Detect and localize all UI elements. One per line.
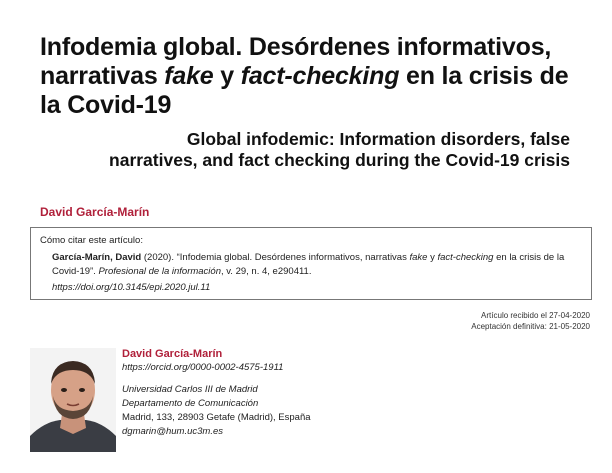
author-department: Departamento de Comunicación xyxy=(122,398,259,409)
author-university: Universidad Carlos III de Madrid xyxy=(122,384,258,395)
article-subtitle: Global infodemic: Information disorders, false narratives, and fact checking during the Covid-19 crisis xyxy=(109,129,570,170)
author-email[interactable]: dgmarin@hum.uc3m.es xyxy=(122,426,223,437)
citation-author: García-Marín, David xyxy=(52,252,142,263)
citation-text-2: y xyxy=(427,252,438,263)
received-date: Artículo recibido el 27-04-2020 xyxy=(481,311,590,320)
title-fact-checking: fact-checking xyxy=(240,62,400,90)
title-text-2: y xyxy=(213,62,241,90)
title-text-1: Infodemia global. Desórdenes informativos, narrativas xyxy=(40,33,552,90)
author-address: Madrid, 133, 28903 Getafe (Madrid), España xyxy=(122,412,311,423)
accepted-date: Aceptación definitiva: 21-05-2020 xyxy=(471,322,590,331)
orcid-link[interactable]: https://orcid.org/0000-0002-4575-1911 xyxy=(122,362,284,373)
title-fake: fake xyxy=(164,62,214,90)
author-photo xyxy=(30,348,116,452)
citation-doi-link[interactable]: https://doi.org/10.3145/epi.2020.jul.11 xyxy=(52,282,211,293)
citation-label: Cómo citar este artículo: xyxy=(40,235,143,246)
citation-text xyxy=(52,251,581,279)
citation-text-1: (2020). “Infodemia global. Desórdenes informativos, narrativas xyxy=(141,252,410,263)
citation-fake: fake xyxy=(409,252,428,263)
article-dates xyxy=(471,310,590,332)
citation-journal: Profesional de la información xyxy=(98,266,221,277)
citation-fact-checking: fact-checking xyxy=(437,252,494,263)
citation-text-3: en la crisis de la Covid-19”. xyxy=(52,252,565,277)
citation-text-4: , v. 29, n. 4, e290411. xyxy=(220,266,312,277)
author-info xyxy=(122,347,311,439)
article-title xyxy=(40,33,580,120)
author-name: David García-Marín xyxy=(40,205,150,219)
author-card-name: David García-Marín xyxy=(122,348,223,360)
author-portrait-icon xyxy=(30,348,116,452)
citation-box xyxy=(30,227,592,300)
title-text-3: en la crisis de la Covid-19 xyxy=(40,62,569,119)
